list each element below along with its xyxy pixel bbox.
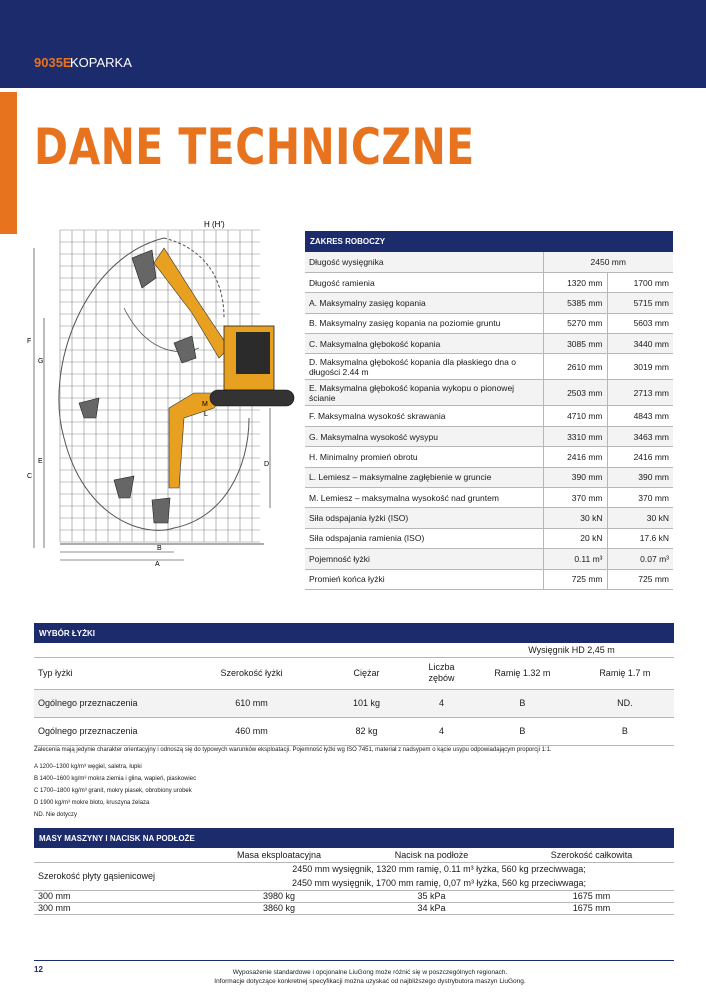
page-title: DANE TECHNICZNE (34, 118, 475, 176)
bucket-heading: WYBÓR ŁYŻKI (34, 623, 674, 643)
table-cell: 4 (414, 717, 469, 745)
table-row (34, 902, 674, 914)
column-header: Masa eksploatacyjna (204, 848, 354, 862)
label-a: A (155, 561, 160, 568)
row-value-2: 2416 mm (607, 447, 673, 467)
table-row (305, 313, 673, 333)
label-f: F (27, 338, 32, 345)
row-label: M. Lemiesz – maksymalna wysokość nad gruntem (305, 488, 543, 508)
table-header-row (34, 848, 674, 862)
table-header-row (34, 657, 674, 689)
legend-item: ND. Nie dotyczy (34, 812, 78, 818)
footer-text (150, 968, 590, 986)
footer-line-1: Wyposażenie standardowe i opcjonalne LiuGong może różnić się w poszczególnych regionach. (232, 969, 508, 976)
row-value-1: 1320 mm (543, 272, 607, 292)
mass-heading: MASY MASZYNY I NACISK NA PODŁOŻE (34, 828, 674, 848)
footer-divider (34, 960, 674, 961)
row-label: G. Maksymalna wysokość wysypu (305, 426, 543, 446)
bucket-table (34, 643, 674, 746)
header-bar (0, 0, 706, 88)
label-d: D (264, 461, 270, 468)
table-cell: 82 kg (319, 717, 414, 745)
legend-item: B 1400–1600 kg/m³ mokra ziemia i glina, wapień, piaskowiec (34, 776, 197, 782)
row-value-2: 1700 mm (607, 272, 673, 292)
row-label: Szerokość płyty gąsienicowej (34, 862, 204, 890)
footer-line-2: Informacje dotyczące konkretnej specyfikacji można uzyskać od najbliższego dystrybutora maszyn LiuGong. (214, 978, 526, 985)
table-row (305, 293, 673, 313)
column-header: Szerokość całkowita (509, 848, 674, 862)
column-header: Ciężar (319, 657, 414, 689)
machine-type: KOPARKA (70, 55, 132, 70)
table-row (305, 426, 673, 446)
table-row (305, 380, 673, 406)
label-e: E (38, 458, 43, 465)
row-value-1: 4710 mm (543, 406, 607, 426)
row-label: Długość wysięgnika (305, 252, 543, 272)
table-row (305, 354, 673, 380)
row-label: Promień końca łyżki (305, 569, 543, 589)
orange-accent-tab (0, 92, 17, 234)
row-value-1: 0.11 m³ (543, 549, 607, 569)
table-cell: 101 kg (319, 689, 414, 717)
row-value-1: 2416 mm (543, 447, 607, 467)
table-cell: ND. (576, 689, 674, 717)
row-value-1: 3310 mm (543, 426, 607, 446)
row-label: B. Maksymalny zasięg kopania na poziomie gruntu (305, 313, 543, 333)
label-m: M (202, 401, 208, 408)
row-value-1: 3085 mm (543, 334, 607, 354)
row-value-2: 0.07 m³ (607, 549, 673, 569)
column-header: Ramię 1.32 m (469, 657, 576, 689)
row-value-2: 725 mm (607, 569, 673, 589)
row-label: D. Maksymalna głębokość kopania dla płaskiego dna o długości 2.44 m (305, 354, 543, 380)
table-cell: B (469, 717, 576, 745)
row-label: A. Maksymalny zasięg kopania (305, 293, 543, 313)
column-header: Ramię 1.7 m (576, 657, 674, 689)
row-label: H. Minimalny promień obrotu (305, 447, 543, 467)
column-header: Liczba zębów (414, 657, 469, 689)
table-header-row (34, 643, 674, 657)
row-label: Długość ramienia (305, 272, 543, 292)
label-h: H (H') (204, 220, 225, 229)
row-value-1: 2503 mm (543, 380, 607, 406)
table-cell: 3980 kg (204, 890, 354, 902)
row-label: Siła odspajania łyżki (ISO) (305, 508, 543, 528)
mass-table (34, 848, 674, 915)
table-row (34, 890, 674, 902)
table-cell: 34 kPa (354, 902, 509, 914)
table-cell: 4 (414, 689, 469, 717)
row-value-2: 3019 mm (607, 354, 673, 380)
row-value-1: 5270 mm (543, 313, 607, 333)
config-line: 2450 mm wysięgnik, 1320 mm ramię, 0.11 m³ łyżka, 560 kg przeciwwaga; (292, 864, 586, 875)
label-l: L (204, 411, 208, 418)
table-row (305, 406, 673, 426)
column-header: Nacisk na podłoże (354, 848, 509, 862)
table-row (305, 488, 673, 508)
column-header: Typ łyżki (34, 657, 184, 689)
row-label: C. Maksymalna głębokość kopania (305, 334, 543, 354)
table-cell: 300 mm (34, 902, 204, 914)
row-value-1: 370 mm (543, 488, 607, 508)
row-label: L. Lemiesz – maksymalne zagłębienie w gruncie (305, 467, 543, 487)
table-row (305, 272, 673, 292)
row-value-1: 725 mm (543, 569, 607, 589)
page-number: 12 (34, 965, 43, 974)
working-range-diagram (24, 218, 296, 578)
table-cell: Ogólnego przeznaczenia (34, 689, 184, 717)
row-value-2: 5715 mm (607, 293, 673, 313)
row-value-2: 4843 mm (607, 406, 673, 426)
table-row (305, 508, 673, 528)
config-line: 2450 mm wysięgnik, 1700 mm ramię, 0,07 m³ łyżka, 560 kg przeciwwaga; (204, 876, 674, 890)
table-cell: 35 kPa (354, 890, 509, 902)
table-row (305, 447, 673, 467)
bucket-note: Zalecenia mają jedynie charakter orientacyjny i odnoszą się do typowych warunków eksploatacji. Pojemność łyżki wg ISO 7451, materiał z nadsypem o kącie usypu odpowiadającym proporcji 1:1. (34, 747, 552, 753)
table-row (305, 252, 673, 272)
row-label: Pojemność łyżki (305, 549, 543, 569)
row-value-1: 30 kN (543, 508, 607, 528)
row-label: F. Maksymalna wysokość skrawania (305, 406, 543, 426)
table-row (34, 862, 674, 876)
row-value-2: 30 kN (607, 508, 673, 528)
row-value-2: 17.6 kN (607, 528, 673, 548)
group-header: Wysięgnik HD 2,45 m (469, 643, 674, 657)
row-value-2: 390 mm (607, 467, 673, 487)
table-cell: 300 mm (34, 890, 204, 902)
table-row (34, 717, 674, 745)
column-header: Szerokość łyżki (184, 657, 319, 689)
table-cell: B (469, 689, 576, 717)
table-cell: 460 mm (184, 717, 319, 745)
label-g: G (38, 358, 44, 365)
label-c: C (27, 473, 33, 480)
table-row (305, 467, 673, 487)
table-cell: 1675 mm (509, 890, 674, 902)
table-cell: Ogólnego przeznaczenia (34, 717, 184, 745)
legend-item: A 1200–1300 kg/m³ węgiel, saletra, łupki (34, 764, 142, 770)
legend-item: D 1900 kg/m³ mokre błoto, kruszyna żelaza (34, 800, 150, 806)
table-cell: B (576, 717, 674, 745)
row-value-1: 20 kN (543, 528, 607, 548)
row-value-2: 2713 mm (607, 380, 673, 406)
table-cell: 1675 mm (509, 902, 674, 914)
table-cell: 610 mm (184, 689, 319, 717)
table-cell: 3860 kg (204, 902, 354, 914)
legend-item: C 1700–1800 kg/m³ granit, mokry piasek, obrobiony urobek (34, 788, 192, 794)
row-value: 2450 mm (543, 252, 673, 272)
working-range-table (305, 252, 673, 590)
row-value-1: 390 mm (543, 467, 607, 487)
row-value-1: 5385 mm (543, 293, 607, 313)
table-row (305, 528, 673, 548)
row-value-2: 370 mm (607, 488, 673, 508)
row-value-1: 2610 mm (543, 354, 607, 380)
row-value-2: 5603 mm (607, 313, 673, 333)
model-name: 9035E (34, 55, 72, 70)
table-row (305, 569, 673, 589)
label-b: B (157, 545, 162, 552)
working-range-heading: ZAKRES ROBOCZY (305, 231, 673, 252)
row-value-2: 3463 mm (607, 426, 673, 446)
table-row (305, 549, 673, 569)
row-label: E. Maksymalna głębokość kopania wykopu o pionowej ścianie (305, 380, 543, 406)
table-row (34, 689, 674, 717)
row-value-2: 3440 mm (607, 334, 673, 354)
table-row (305, 334, 673, 354)
row-label: Siła odspajania ramienia (ISO) (305, 528, 543, 548)
